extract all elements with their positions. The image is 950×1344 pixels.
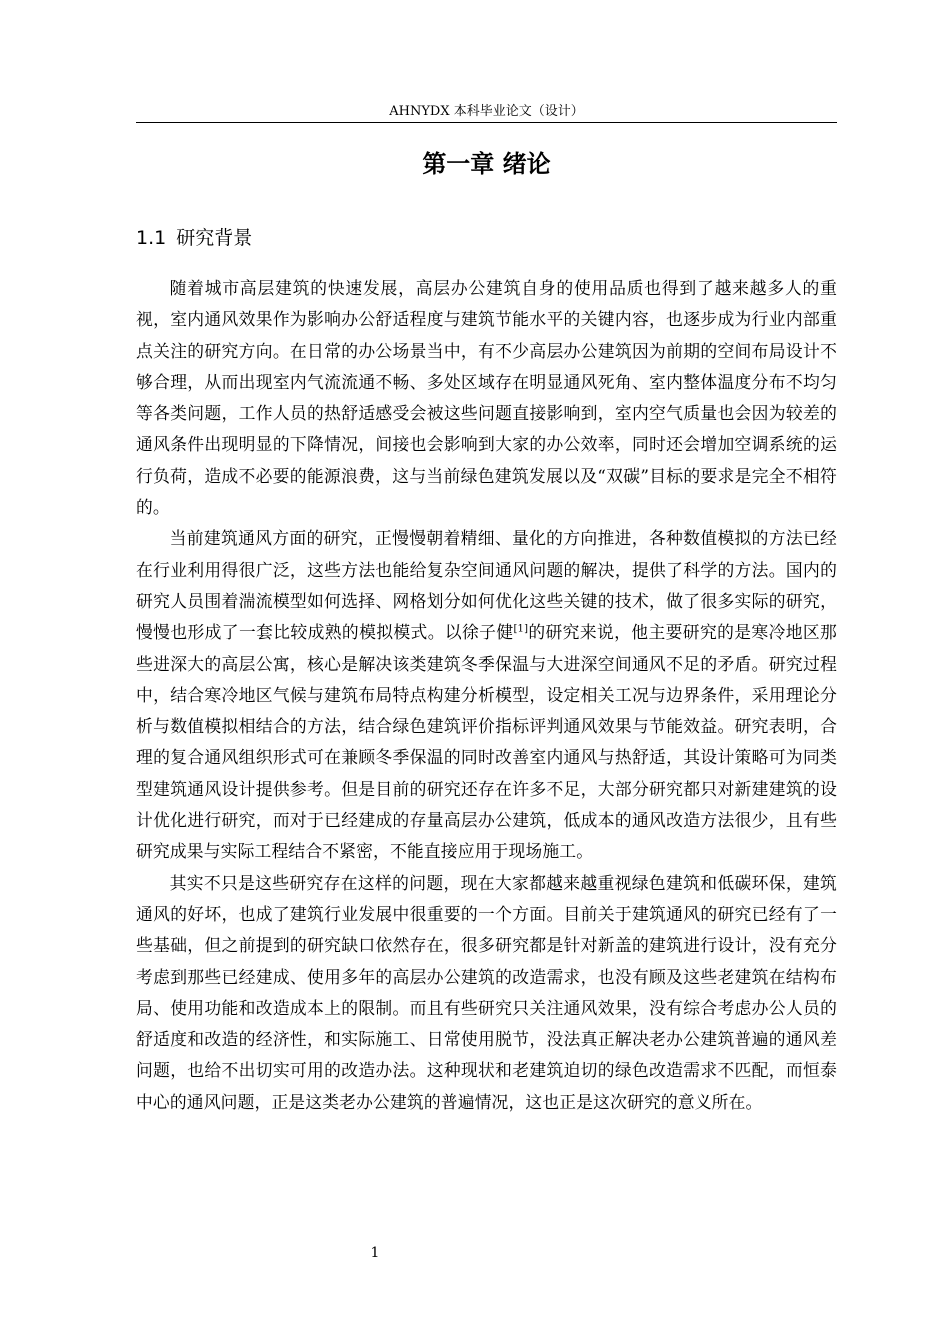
section-title: 研究背景 bbox=[176, 227, 253, 249]
paragraph-2-text-b: 的研究来说，他主要研究的是寒冷地区那些进深大的高层公寓，核心是解决该类建筑冬季保温与大进深空间通风不足的矛盾。研究过程中，结合寒冷地区气候与建筑布局特点构建分析模型，设定相关工况与边界条件，采用理论分析与数值模拟相结合的方法，结合绿色建筑评价指标评判通风效果与节能效益。研究表明，合理的复合通风组织形式可在兼顾冬季保温的同时改善室内通风与热舒适，其设计策略可为同类型建筑通风设计提供参考。但是目前的研究还存在许多不足，大部分研究都只对新建建筑的设计优化进行研究，而对于已经建成的存量高层办公建筑，低成本的通风改造方法很少，且有些研究成果与实际工程结合不紧密，不能直接应用于现场施工。 bbox=[136, 622, 837, 862]
page-number: 1 bbox=[370, 1245, 380, 1261]
paragraph-3: 其实不只是这些研究存在这样的问题，现在大家都越来越重视绿色建筑和低碳环保，建筑通风的好坏，也成了建筑行业发展中很重要的一个方面。目前关于建筑通风的研究已经有了一些基础，但之前提到的研究缺口依然存在，很多研究都是针对新盖的建筑进行设计，没有充分考虑到那些已经建成、使用多年的高层办公建筑的改造需求，也没有顾及这些老建筑在结构布局、使用功能和改造成本上的限制。而且有些研究只关注通风效果，没有综合考虑办公人员的舒适度和改造的经济性，和实际施工、日常使用脱节，没法真正解决老办公建筑普遍的通风差问题，也给不出切实可用的改造办法。这种现状和老建筑迫切的绿色改造需求不匹配，而恒泰中心的通风问题，正是这类老办公建筑的普遍情况，这也正是这次研究的意义所在。 bbox=[136, 872, 837, 1112]
paragraph-2-text-a: 当前建筑通风方面的研究，正慢慢朝着精细、量化的方向推进，各种数值模拟的方法已经在行业利用得很广泛，这些方法也能给复杂空间通风问题的解决，提供了科学的方法。国内的研究人员围着湍流模型如何选择、网格划分如何优化这些关键的技术，做了很多实际的研究，慢慢也形成了一套比较成熟的模拟模式。以徐子健 bbox=[136, 528, 837, 643]
running-header: AHNYDX 本科毕业论文（设计） bbox=[389, 104, 584, 119]
body-text bbox=[136, 273, 837, 1118]
header-divider bbox=[136, 122, 837, 123]
section-number: 1.1 bbox=[136, 227, 167, 249]
paragraph-2 bbox=[136, 523, 837, 867]
chapter-title: 第一章 绪论 bbox=[422, 150, 551, 178]
paragraph-1: 随着城市高层建筑的快速发展，高层办公建筑自身的使用品质也得到了越来越多人的重视，室内通风效果作为影响办公舒适程度与建筑节能水平的关键内容，也逐步成为行业内部重点关注的研究方向。在日常的办公场景当中，有不少高层办公建筑因为前期的空间布局设计不够合理，从而出现室内气流流通不畅、多处区域存在明显通风死角、室内整体温度分布不均匀等各类问题，工作人员的热舒适感受会被这些问题直接影响到，室内空气质量也会因为较差的通风条件出现明显的下降情况，间接也会影响到大家的办公效率，同时还会增加空调系统的运行负荷，造成不必要的能源浪费，这与当前绿色建筑发展以及“双碳”目标的要求是完全不相符的。 bbox=[136, 278, 837, 518]
section-heading bbox=[136, 225, 252, 251]
citation-ref: [1] bbox=[513, 623, 529, 635]
